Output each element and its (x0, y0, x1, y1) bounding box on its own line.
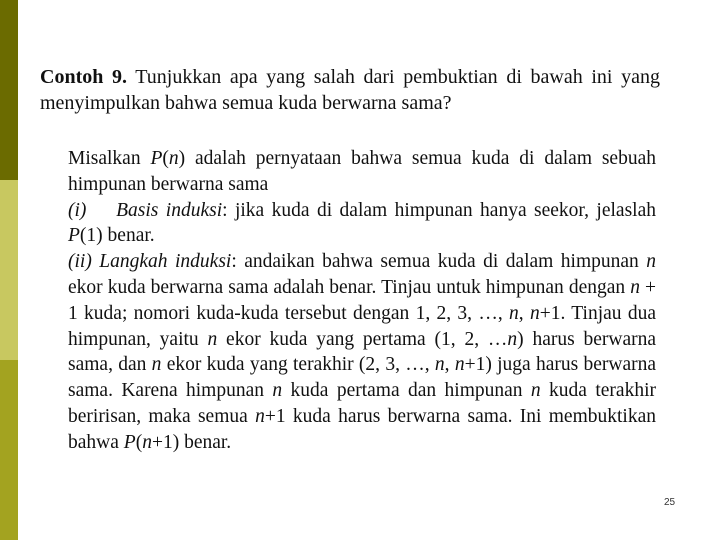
proof-text: kuda terakhir beririsan, maka semua (68, 380, 656, 427)
proof-text: : jika kuda di dalam himpunan hanya seekor, jelaslah (222, 199, 656, 221)
proof-text: ) harus berwarna sama, dan (68, 328, 657, 376)
proof-text: (1) benar. (79, 225, 155, 247)
math-var: n (272, 380, 283, 402)
proof-text: + 1 kuda; nomori kuda-kuda tersebut dengan 1, 2, 3, …, (68, 276, 656, 324)
math-var: P (150, 148, 163, 169)
example-title (40, 64, 660, 116)
proof-text: ekor kuda yang terakhir (2, 3, …, (161, 354, 435, 376)
proof-text: +1) juga harus berwarna sama. Karena himpunan (68, 354, 657, 402)
proof-text: Misalkan (68, 148, 151, 169)
example-label: Contoh 9. (40, 66, 127, 88)
math-var: n (151, 354, 162, 376)
math-var: n (168, 148, 179, 169)
proof-text: ekor kuda berwarna sama adalah benar. Tinjau untuk himpunan dengan (68, 276, 631, 298)
proof-text: +1 kuda harus berwarna sama. Ini membuktikan bahwa (68, 405, 656, 453)
proof-text: ( (135, 431, 143, 453)
proof-text: , (444, 354, 455, 376)
proof-text: ( (162, 148, 169, 169)
proof-text: +1) benar. (151, 431, 232, 453)
example-question: Tunjukkan apa yang salah dari pembuktian di bawah ini yang menyimpulkan bahwa semua kuda berwarna sama? (40, 66, 660, 114)
step-number: (ii) (68, 251, 92, 273)
proof-text: : andaikan bahwa semua kuda di dalam himpunan (231, 251, 647, 273)
proof-text: , (518, 302, 530, 324)
math-var: n (509, 302, 519, 324)
math-var: n (507, 328, 518, 350)
proof-intro (68, 146, 656, 198)
sidebar-segment-middle (0, 180, 18, 360)
math-var: n (142, 431, 152, 453)
basis-number: (i) (68, 199, 87, 221)
math-var: P (68, 225, 80, 247)
math-var: P (123, 431, 136, 453)
proof-text: +1. Tinjau dua himpunan, yaitu (68, 302, 656, 350)
slide-sidebar (0, 0, 18, 540)
math-var: n (207, 328, 218, 350)
proof-basis (68, 198, 656, 250)
basis-label: Basis induksi (116, 199, 223, 221)
proof-body (68, 146, 656, 456)
math-var: n (434, 354, 445, 376)
math-var: n (529, 302, 540, 324)
proof-text: ekor kuda yang pertama (1, 2, … (217, 328, 508, 350)
proof-text: kuda pertama dan himpunan (282, 380, 531, 402)
proof-step (68, 249, 656, 455)
sidebar-segment-top (0, 0, 18, 180)
sidebar-segment-bottom (0, 360, 18, 540)
math-var: n (530, 380, 541, 402)
math-var: n (630, 276, 640, 298)
math-var: n (454, 354, 465, 376)
step-label: Langkah induksi (99, 251, 232, 273)
math-var: n (255, 405, 265, 427)
proof-text: ) adalah pernyataan bahwa semua kuda di dalam sebuah himpunan berwarna sama (68, 148, 656, 195)
math-var: n (646, 251, 656, 273)
page-number: 25 (664, 497, 676, 508)
